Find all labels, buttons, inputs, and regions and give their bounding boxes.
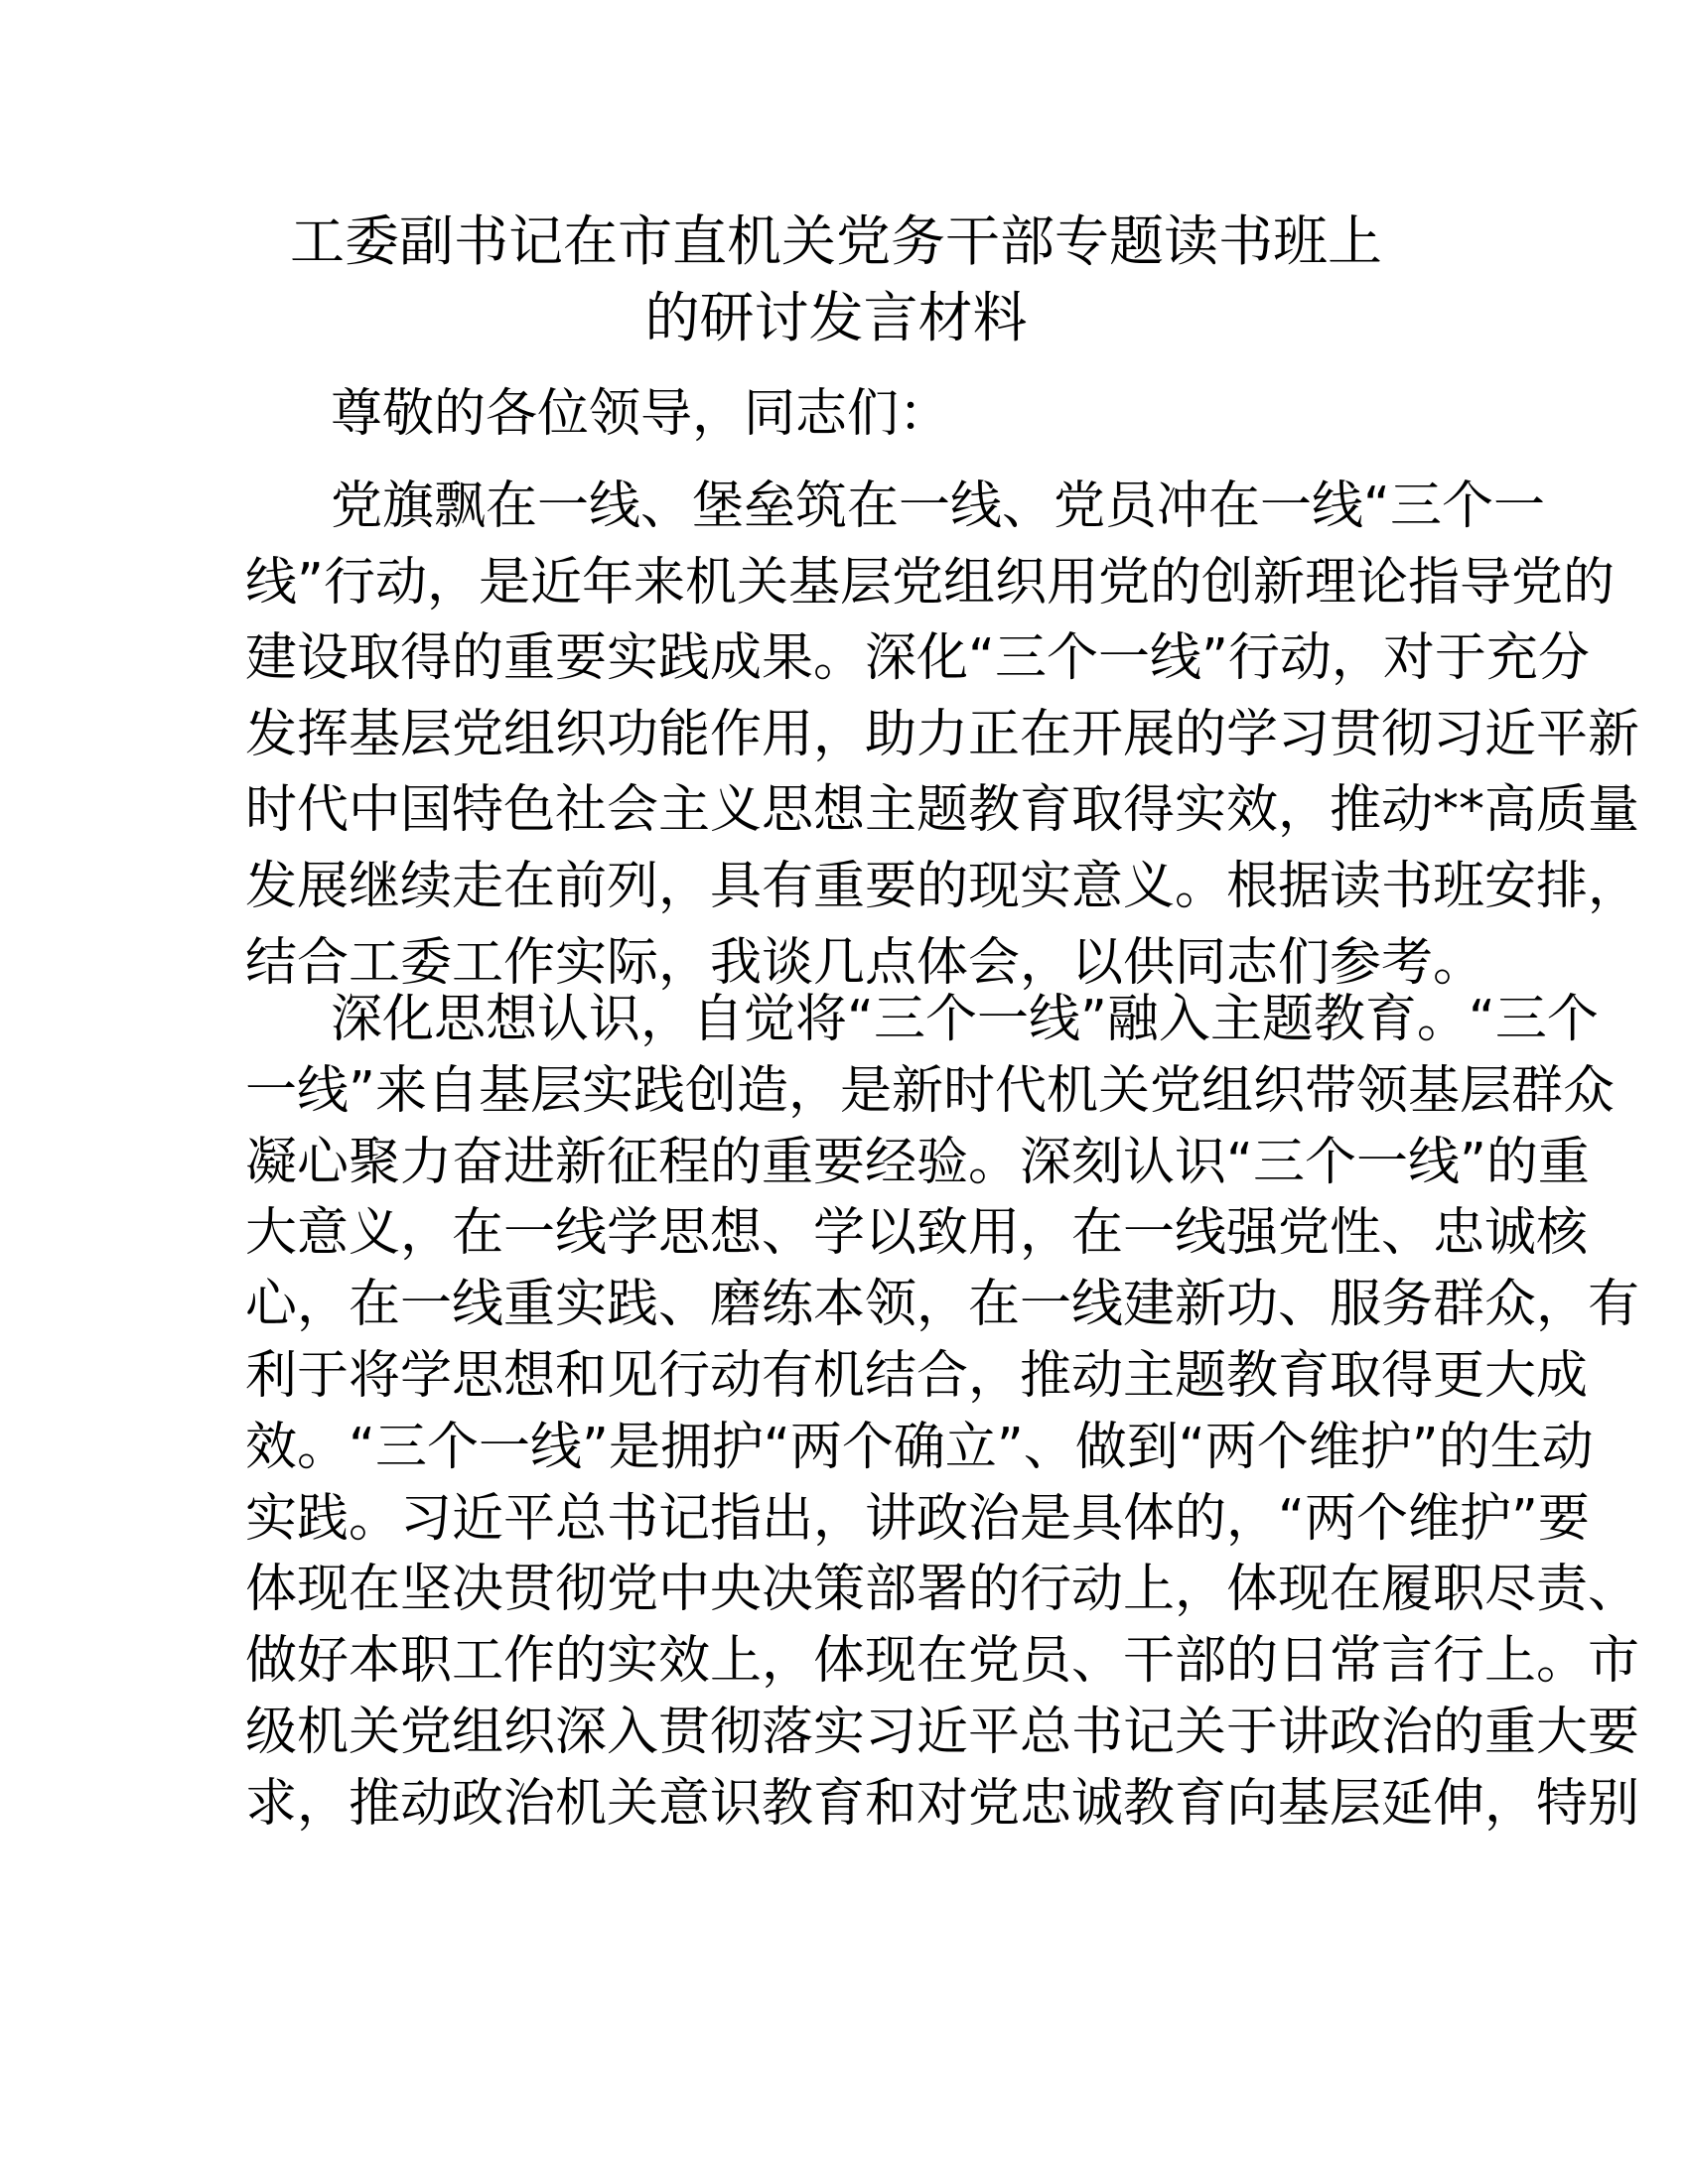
title-line-1: 工委副书记在市直机关党务干部专题读书班上	[289, 209, 1382, 273]
document-title	[245, 204, 1427, 356]
paragraph-line: 利于将学思想和见行动有机结合，推动主题教育取得更大成	[245, 1345, 1589, 1406]
paragraph-line: 时代中国特色社会主义思想主题教育取得实效，推动**高质量	[245, 780, 1640, 841]
paragraph-line: 党旗飘在一线、堡垒筑在一线、党员冲在一线“三个一	[331, 477, 1545, 536]
paragraph-line: 发展继续走在前列，具有重要的现实意义。根据读书班安排，	[245, 856, 1640, 916]
paragraph-line: 结合工委工作实际，我谈几点体会，以供同志们参考。	[245, 932, 1485, 993]
paragraph-line: 心，在一线重实践、磨练本领，在一线建新功、服务群众，有	[245, 1275, 1640, 1335]
greeting	[245, 376, 1427, 452]
paragraph-line: 发挥基层党组织功能作用，助力正在开展的学习贯彻习近平新	[245, 704, 1640, 764]
paragraph-line: 体现在坚决贯彻党中央决策部署的行动上，体现在履职尽责、	[245, 1560, 1640, 1620]
paragraph-line: 做好本职工作的实效上，体现在党员、干部的日常言行上。市	[245, 1631, 1640, 1692]
greeting-text: 尊敬的各位领导，同志们：	[331, 384, 951, 444]
paragraph-1	[245, 469, 1640, 1001]
title-line-2: 的研讨发言材料	[644, 286, 1028, 349]
paragraph-2	[245, 985, 1640, 1841]
paragraph-line: 深化思想认识，自觉将“三个一线”融入主题教育。“三个	[331, 990, 1599, 1049]
paragraph-line: 效。“三个一线”是拥护“两个确立”、做到“两个维护”的生动	[245, 1417, 1594, 1477]
paragraph-line: 级机关党组织深入贯彻落实习近平总书记关于讲政治的重大要	[245, 1702, 1640, 1762]
paragraph-line: 一线”来自基层实践创造，是新时代机关党组织带领基层群众	[245, 1060, 1615, 1121]
paragraph-line: 线”行动，是近年来机关基层党组织用党的创新理论指导党的	[245, 552, 1615, 613]
paragraph-line: 建设取得的重要实践成果。深化“三个一线”行动，对于充分	[245, 628, 1590, 689]
paragraph-line: 凝心聚力奋进新征程的重要经验。深刻认识“三个一线”的重	[245, 1132, 1590, 1192]
paragraph-line: 实践。习近平总书记指出，讲政治是具体的，“两个维护”要	[245, 1488, 1590, 1549]
paragraph-line: 大意义，在一线学思想、学以致用，在一线强党性、忠诚核	[245, 1203, 1589, 1264]
paragraph-line: 求，推动政治机关意识教育和对党忠诚教育向基层延伸，特别	[245, 1773, 1640, 1834]
